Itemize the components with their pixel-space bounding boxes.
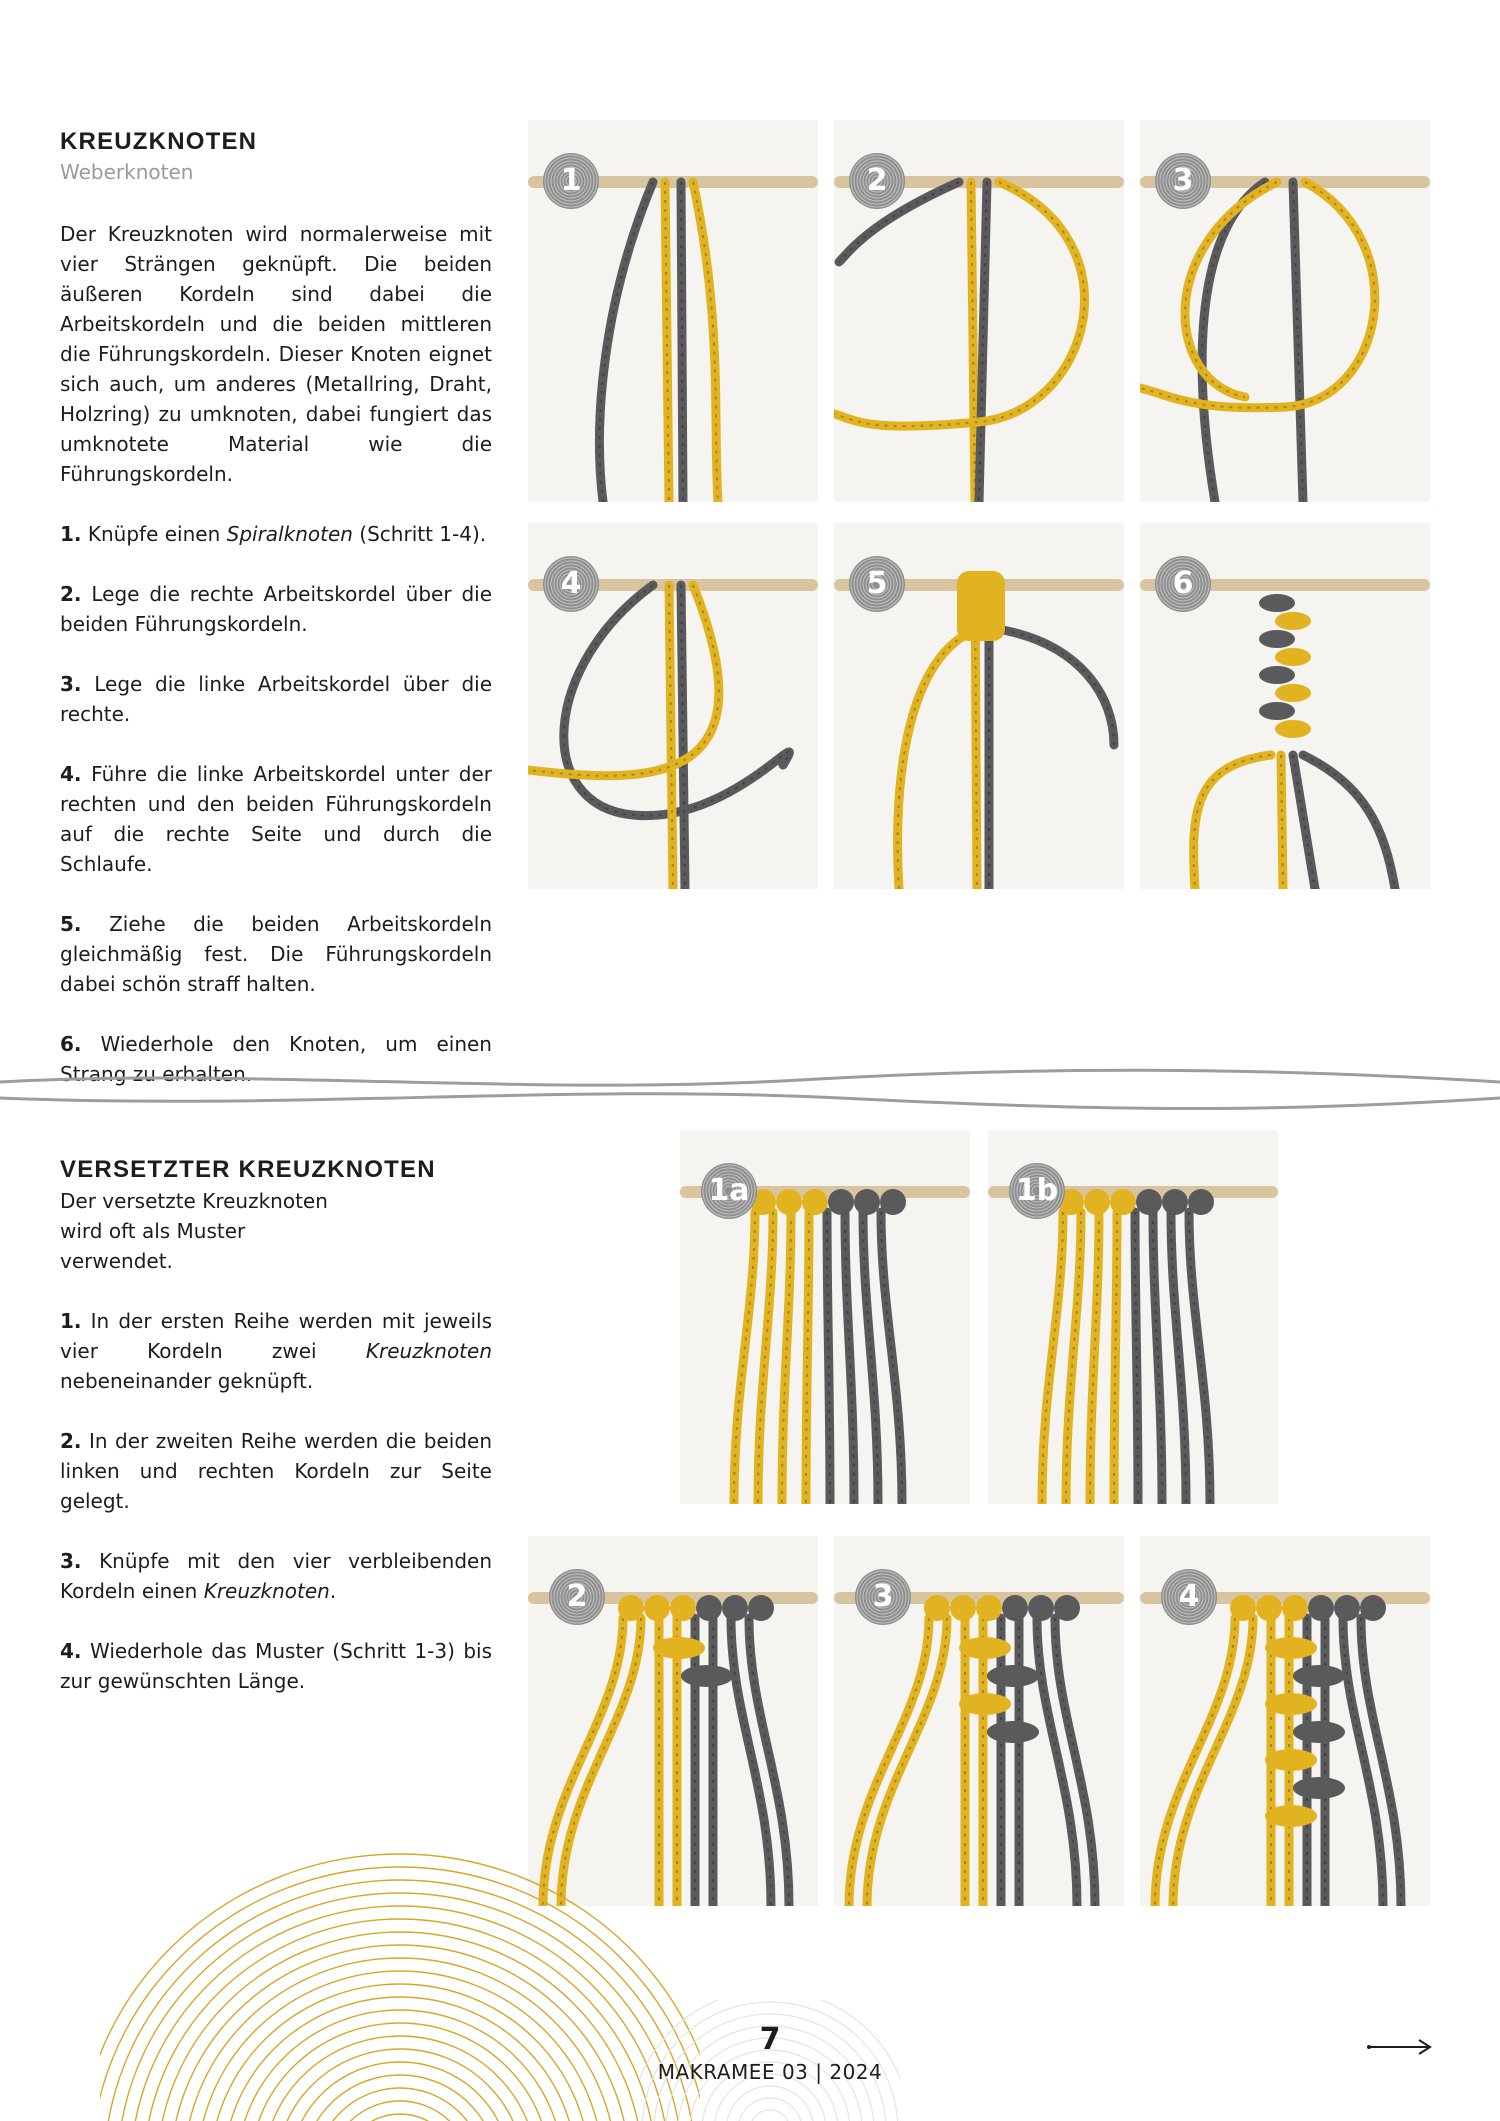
knot-segment	[959, 1637, 1011, 1659]
knot-bead	[1256, 1595, 1282, 1621]
knot-segment	[1265, 1749, 1317, 1771]
cord-strand	[693, 182, 718, 502]
step-text: Knüpfe einen	[87, 522, 221, 546]
step-text: In der zweiten Reihe werden die beiden linken und rechten Kordeln zur Seite gelegt.	[60, 1429, 493, 1513]
growth-ring	[750, 2110, 790, 2121]
knot-segment	[1265, 1693, 1317, 1715]
step-badge	[1154, 152, 1212, 210]
cord-strand	[1194, 755, 1271, 889]
growth-ring	[237, 2010, 563, 2121]
knot-bead	[828, 1189, 854, 1215]
section1-step-1	[60, 519, 492, 549]
knot-bead	[644, 1595, 670, 1621]
knot-segment	[1275, 612, 1311, 630]
badge-label: 2	[566, 1579, 588, 1614]
badge-label: 1b	[1015, 1173, 1059, 1208]
section1-step-5	[60, 909, 492, 999]
step-text: Wiederhole den Knoten, um einen Strang zu erhalten.	[60, 1032, 492, 1086]
step-number: 4.	[60, 762, 82, 786]
cord-strand	[898, 635, 965, 889]
step-photo	[680, 1130, 970, 1504]
growth-ring	[726, 2086, 814, 2121]
section1-body	[60, 219, 492, 1089]
step-text: (Schritt 1-4).	[359, 522, 487, 546]
knot-segment	[987, 1665, 1039, 1687]
arrow-right-icon[interactable]	[1365, 2036, 1435, 2058]
step-emphasis: Kreuzknoten	[203, 1579, 330, 1603]
cord-strand	[867, 1618, 947, 1906]
cord-strand	[1140, 182, 1375, 408]
section1-step-3	[60, 669, 492, 729]
knot-bead	[854, 1189, 880, 1215]
badge-label: 4	[560, 566, 582, 601]
tree-ring-ornament	[100, 1770, 700, 2121]
knot-segment	[1275, 720, 1311, 738]
badge-label: 6	[1172, 566, 1194, 601]
step-badge	[542, 555, 600, 613]
step-number: 1.	[60, 522, 82, 546]
growth-ring	[131, 1906, 670, 2121]
knot-bead	[1110, 1189, 1136, 1215]
growth-ring	[117, 1893, 682, 2121]
cord-strand	[849, 1618, 929, 1906]
knot-bead	[1028, 1595, 1054, 1621]
knot-segment	[1293, 1721, 1345, 1743]
page-number: 7	[759, 2022, 781, 2057]
knot-bead	[976, 1595, 1002, 1621]
step-text: In der ersten Reihe werden mit jeweils vier Kordeln zwei	[60, 1309, 493, 1363]
growth-ring	[144, 1919, 656, 2121]
cord-strand	[564, 585, 790, 816]
step-number: 2.	[60, 1429, 82, 1453]
growth-ring	[277, 2049, 524, 2121]
step-badge	[542, 152, 600, 210]
knot-segment	[1265, 1805, 1317, 1827]
cord-strand	[1173, 1618, 1253, 1906]
badge-label: 3	[1172, 163, 1194, 198]
step-photo	[834, 1536, 1124, 1906]
step-number: 4.	[60, 1639, 82, 1663]
knot-bead	[1136, 1189, 1162, 1215]
wavy-divider	[0, 1060, 1500, 1120]
badge-label: 3	[872, 1579, 894, 1614]
section2-step-4	[60, 1636, 492, 1696]
growth-ring	[100, 1867, 700, 2121]
step-badge	[1008, 1162, 1066, 1220]
section1-title: KREUZKNOTEN	[60, 128, 258, 155]
step-photo	[1140, 120, 1430, 502]
step-photo	[528, 523, 818, 889]
knot-bead	[1054, 1595, 1080, 1621]
step-number: 3.	[60, 672, 82, 696]
knot-bead	[1084, 1189, 1110, 1215]
knot-bead	[950, 1595, 976, 1621]
cord-twist	[1194, 755, 1271, 889]
knot-segment	[1259, 594, 1295, 612]
cord-strand	[1155, 1618, 1235, 1906]
cord-strand	[1003, 630, 1114, 745]
step-emphasis: Spiralknoten	[226, 522, 353, 546]
step-number: 3.	[60, 1549, 82, 1573]
step-number: 6.	[60, 1032, 82, 1056]
step-photo	[834, 523, 1124, 889]
step-number: 1.	[60, 1309, 82, 1333]
knot-segment	[1265, 1637, 1317, 1659]
knot-segment	[1259, 702, 1295, 720]
knot-bead	[1230, 1595, 1256, 1621]
knot-segment	[1259, 666, 1295, 684]
step-badge	[1154, 555, 1212, 613]
cord-strand	[1303, 755, 1395, 889]
knot-bead	[880, 1189, 906, 1215]
knot-segment	[653, 1637, 705, 1659]
badge-label: 5	[866, 566, 888, 601]
knot-bead	[670, 1595, 696, 1621]
step-text: nebeneinander geknüpft.	[60, 1369, 314, 1393]
knot-segment	[1259, 630, 1295, 648]
section2-title: VERSETZTER KREUZKNOTEN	[60, 1156, 436, 1183]
knot-cluster	[957, 571, 1005, 641]
step-number: 2.	[60, 582, 82, 606]
knot-bead	[924, 1595, 950, 1621]
section1-subtitle: Weberknoten	[60, 160, 194, 184]
step-photo	[988, 1130, 1278, 1504]
magazine-issue: MAKRAMEE 03 | 2024	[657, 2060, 883, 2084]
knot-bead	[618, 1595, 644, 1621]
growth-ring	[343, 2114, 457, 2121]
step-badge	[848, 555, 906, 613]
step-number: 5.	[60, 912, 82, 936]
step-text: .	[329, 1579, 337, 1603]
step-badge	[848, 152, 906, 210]
section1-step-4	[60, 759, 492, 879]
knot-bead	[1334, 1595, 1360, 1621]
section2-body	[60, 1186, 492, 1696]
section2-step-2	[60, 1426, 492, 1516]
knot-bead	[1188, 1189, 1214, 1215]
knot-bead	[1162, 1189, 1188, 1215]
knot-bead	[696, 1595, 722, 1621]
knot-bead	[748, 1595, 774, 1621]
knot-bead	[1282, 1595, 1308, 1621]
section2-step-1	[60, 1306, 492, 1396]
knot-bead	[802, 1189, 828, 1215]
badge-label: 2	[866, 163, 888, 198]
knot-bead	[1002, 1595, 1028, 1621]
step-text: Ziehe die beiden Arbeitskordeln gleichmäßig fest. Die Führungskordeln dabei schön straff halten.	[60, 912, 492, 996]
step-photo	[1140, 1536, 1430, 1906]
step-text: Knüpfe mit den vier verbleibenden Kordeln einen	[60, 1549, 493, 1603]
step-text: Lege die linke Arbeitskordel über die rechte.	[60, 672, 492, 726]
step-text: Wiederhole das Muster (Schritt 1-3) bis zur gewünschten Länge.	[60, 1639, 492, 1693]
step-badge	[700, 1162, 758, 1220]
knot-segment	[1293, 1665, 1345, 1687]
growth-ring	[316, 2088, 483, 2121]
step-badge	[1160, 1568, 1218, 1626]
step-badge	[854, 1568, 912, 1626]
knot-segment	[1293, 1777, 1345, 1799]
step-photo	[834, 120, 1124, 502]
cord-twist	[1140, 182, 1375, 408]
growth-ring	[184, 1958, 616, 2121]
growth-ring	[157, 1932, 643, 2121]
step-photo	[528, 120, 818, 502]
step-text: Führe die linke Arbeitskordel unter der rechten und den beiden Führungskordeln auf die rechte Seite und durch die Schlaufe.	[60, 762, 492, 876]
step-emphasis: Kreuzknoten	[365, 1339, 493, 1363]
knot-bead	[722, 1595, 748, 1621]
divider-line-top	[0, 1070, 1500, 1085]
knot-segment	[1275, 648, 1311, 666]
step-photo	[1140, 523, 1430, 889]
section2-intro: Der versetzte Kreuzknoten wird oft als Muster verwendet.	[60, 1189, 328, 1273]
badge-label: 4	[1178, 1579, 1200, 1614]
knot-segment	[987, 1721, 1039, 1743]
knot-segment	[681, 1665, 733, 1687]
section2-step-3	[60, 1546, 492, 1606]
step-badge	[548, 1568, 606, 1626]
knot-bead	[776, 1189, 802, 1215]
knot-bead	[1308, 1595, 1334, 1621]
divider-line-bottom	[0, 1094, 1500, 1109]
section1-step-2	[60, 579, 492, 639]
growth-ring	[224, 1997, 577, 2121]
cord-twist	[1303, 755, 1395, 889]
step-text: Lege die rechte Arbeitskordel über die beiden Führungskordeln.	[60, 582, 492, 636]
knot-bead	[1360, 1595, 1386, 1621]
section1-intro: Der Kreuzknoten wird normalerweise mit vier Strängen geknüpft. Die beiden äußeren Kordeln sind dabei die Arbeitskordeln und die beiden mittleren die Führungskordeln. Dieser Knoten eignet sich auch, um anderes (Metallring, Draht, Holzring) zu umknoten, dabei fungiert das umknotete Material wie die Führungskordeln.	[60, 222, 492, 486]
badge-label: 1	[560, 163, 582, 198]
badge-label: 1a	[708, 1173, 750, 1208]
cord-strand	[600, 182, 653, 502]
knot-segment	[959, 1693, 1011, 1715]
knot-segment	[1275, 684, 1311, 702]
